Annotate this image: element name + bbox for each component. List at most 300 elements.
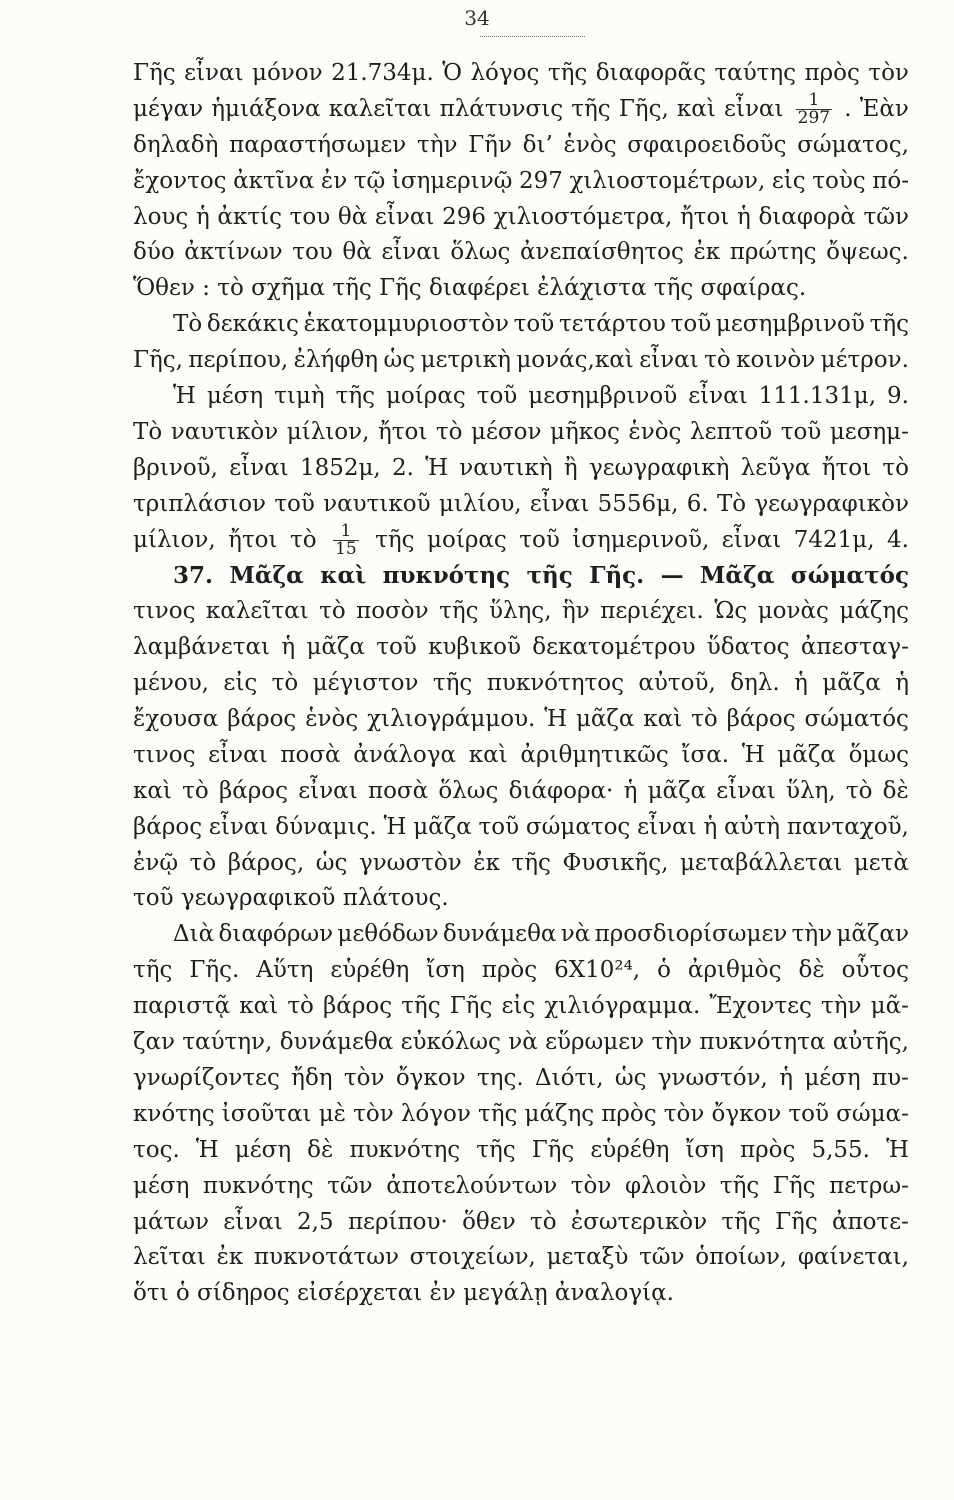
word: ὁποίων, <box>695 1244 788 1271</box>
fraction-numerator: 1 <box>796 92 832 110</box>
word: ὕλης, <box>488 598 552 625</box>
word: Διότι, <box>534 1064 604 1091</box>
word: διαφορὰ <box>758 203 856 230</box>
word: καὶ <box>676 95 716 122</box>
word: μέσον <box>471 418 542 445</box>
word: δηλαδὴ <box>133 131 219 158</box>
word: ἤτοι <box>679 203 730 230</box>
word: σώματος <box>525 813 631 840</box>
word: τῆς <box>511 849 551 876</box>
text-line <box>133 523 909 559</box>
body-text <box>133 56 909 1312</box>
word: καὶ <box>320 562 367 590</box>
word: ἐνῷ <box>133 849 179 876</box>
word: εἰς <box>771 167 806 194</box>
word: ἤτοι <box>821 454 872 481</box>
word: νὰ <box>560 921 591 948</box>
word: μεταξὺ <box>546 1244 629 1271</box>
word: 5,55. <box>811 1136 870 1163</box>
word: πυκνότητα <box>699 1029 826 1056</box>
word: ὅθεν <box>462 1208 516 1235</box>
word: μεταβάλλεται <box>679 849 843 876</box>
word: ἑνὸς <box>305 706 359 733</box>
word: τὸ <box>290 526 317 553</box>
word: ἡ <box>779 1064 793 1091</box>
word: μᾶζαν <box>836 921 909 948</box>
word: εἶναι <box>529 490 590 517</box>
word: της. <box>476 1064 524 1091</box>
word: μεσημ- <box>829 418 909 445</box>
word: ἴση <box>685 1136 724 1163</box>
word: προσδιορίσωμεν <box>594 921 788 948</box>
word: λους <box>133 203 189 230</box>
word: Ἡ <box>195 1136 219 1163</box>
word: ὡς <box>383 347 416 374</box>
word: ἀκτῖνα <box>233 167 315 194</box>
word: τὸν <box>353 1100 394 1127</box>
word: μάτων <box>133 1208 209 1235</box>
word: μέση <box>804 1064 861 1091</box>
word: ἀνάλογα <box>353 741 457 768</box>
word: ὡς <box>315 849 348 876</box>
word: εἶναι <box>184 60 244 86</box>
word: πρὸς <box>481 957 538 984</box>
word: Ἡ <box>425 454 449 481</box>
word: εὑρέθη <box>590 1136 670 1163</box>
word: πανταχοῦ, <box>786 813 909 840</box>
word: εἶναι <box>374 203 435 230</box>
text-line <box>133 1061 909 1097</box>
word: τὴν <box>791 921 833 948</box>
word: ἣν <box>561 598 590 625</box>
word: φαίνεται, <box>797 1244 909 1271</box>
word: τὸ <box>319 598 346 625</box>
word: Τὸ <box>173 311 203 338</box>
word: εἶναι <box>208 813 269 840</box>
word: τοῦ <box>519 526 560 553</box>
word: ἢ <box>563 454 578 481</box>
word: τὸ <box>704 347 731 374</box>
word: ὅλως <box>450 239 511 266</box>
word: 2,5 <box>297 1208 334 1235</box>
word: χιλιογράμμου. <box>367 706 536 733</box>
text-line <box>133 774 909 810</box>
word: Γῆς <box>449 993 493 1020</box>
word: Γῆς, <box>618 95 669 122</box>
word: ποσὰ <box>367 777 429 804</box>
word: βάρος <box>726 706 796 733</box>
word: Ὡς <box>714 598 748 625</box>
text-line <box>133 1205 909 1241</box>
text-line <box>133 487 909 523</box>
word: γεωγραφικὸν <box>754 490 909 517</box>
word: αὐτοῦ, <box>638 670 716 697</box>
fraction <box>796 92 832 128</box>
text-line <box>133 1097 909 1133</box>
word: εἶναι <box>229 454 289 481</box>
word: εὑρέθη <box>330 957 410 984</box>
word: τοῦ <box>780 418 822 445</box>
word: τῆς <box>401 993 441 1020</box>
text-line <box>133 56 909 92</box>
word: αὐτὴ <box>724 813 781 840</box>
word: ἡ <box>895 670 909 697</box>
word: στοιχείων, <box>409 1244 536 1271</box>
word: ἡ <box>736 203 751 230</box>
word: μίλιον, <box>133 526 216 553</box>
word: Φυσικῆς, <box>562 849 669 876</box>
word: μονάς,καὶ <box>516 347 634 374</box>
text-line <box>133 738 909 774</box>
word: τὸν <box>663 1100 705 1127</box>
word: λαμβάνεται <box>133 634 271 661</box>
word: μῆκος <box>550 418 620 445</box>
word: πετρω- <box>829 1172 909 1199</box>
text-line <box>133 881 909 917</box>
word: δεκάκις <box>206 311 299 338</box>
word: Γῆς <box>531 1136 575 1163</box>
word: 6. <box>686 490 709 517</box>
word: τῶν <box>863 203 909 230</box>
word: ἴσα. <box>681 741 730 768</box>
word: μέση <box>133 1172 190 1199</box>
word: μέγιστον <box>312 670 419 697</box>
word: Μᾶζα <box>699 562 775 590</box>
word: ναυτικοῦ <box>323 490 431 517</box>
line-text: τοῦ γεωγραφικοῦ πλάτους. <box>133 885 449 912</box>
text-line <box>133 271 909 307</box>
word: διάφορα· <box>508 777 614 804</box>
word: σώμα- <box>836 1100 909 1127</box>
word: ἐσωτερικὸν <box>570 1208 708 1235</box>
word: λεπτοῦ <box>690 418 773 445</box>
text-line <box>133 810 909 846</box>
word: μᾶζα <box>647 777 707 804</box>
word: τὸ <box>845 777 873 804</box>
word: βάρος <box>323 993 393 1020</box>
word: 2. <box>391 454 414 481</box>
word: ζαν <box>133 1029 175 1056</box>
word: εὕρωμεν <box>545 1029 645 1056</box>
word: λόγον <box>400 1100 471 1127</box>
word: μιλίου, <box>438 490 522 517</box>
word: 7421μ, <box>793 526 875 553</box>
line-text: ὅτι ὁ σίδηρος εἰσέρχεται ἐν μεγάλῃ ἀναλογίᾳ. <box>133 1280 674 1307</box>
word: μετὰ <box>853 849 909 876</box>
text-line <box>133 953 909 989</box>
word: ἤτοι <box>228 526 278 553</box>
word: Ἡ <box>383 813 407 840</box>
word: Ἔχοντες <box>709 993 812 1020</box>
word: Γῆς <box>772 1172 816 1199</box>
word: μοίρας <box>385 383 466 410</box>
word: ὅμως <box>848 741 909 768</box>
word: Αὕτη <box>256 957 314 984</box>
word: βάρος <box>133 813 203 840</box>
word: Ἡ <box>173 383 196 410</box>
word: 21.734μ. <box>331 60 434 86</box>
word: δύναμις. <box>275 813 377 840</box>
word: δι’ <box>522 131 553 158</box>
word: τὴν <box>651 1029 692 1056</box>
word: πυκνότης <box>382 562 511 590</box>
word: ἰσημερινοῦ, <box>572 526 710 553</box>
word: καὶ <box>468 741 508 768</box>
word: λεῦγα <box>740 454 811 481</box>
text-line <box>133 1276 909 1312</box>
word: πό- <box>872 167 909 194</box>
word: τῷ <box>353 167 386 194</box>
word: εἶναι <box>639 347 699 374</box>
word: εἶναι <box>208 741 268 768</box>
word: μεθόδων <box>337 921 439 948</box>
word: Ἡ <box>741 741 765 768</box>
word: 1852μ, <box>299 454 381 481</box>
word: ταύτην, <box>182 1029 273 1056</box>
word: παραστήσωμεν <box>229 131 407 158</box>
word: Ἡ <box>544 706 568 733</box>
word: τοῦ <box>513 311 555 338</box>
word: διαφόρων <box>218 921 334 948</box>
word: βάρος <box>218 777 289 804</box>
word: Γῆν <box>468 131 512 158</box>
word: καὶ <box>643 706 683 733</box>
text-line <box>133 630 909 666</box>
word: — <box>660 562 684 590</box>
word: ἤδη <box>291 1064 333 1091</box>
word: γνωστὸν <box>358 849 462 876</box>
word: ἔχοντος <box>133 167 227 194</box>
word: 37. <box>173 562 214 590</box>
word: ἑκατομμυριοστὸν <box>303 311 509 338</box>
word: τὴν <box>417 131 458 158</box>
word: ναυτικὸν <box>170 418 279 445</box>
word: ἔχουσα <box>133 706 219 733</box>
word: 9. <box>887 383 909 410</box>
fraction-numerator: 1 <box>333 523 359 541</box>
word: εἶναι <box>223 1208 283 1235</box>
word: Ἐὰν <box>859 95 909 122</box>
word: ποσὰ <box>280 741 341 768</box>
word: τὸν <box>868 60 909 86</box>
word: δὲ <box>882 777 909 804</box>
word: τοῦ <box>376 634 417 661</box>
word: του <box>292 239 333 266</box>
word: τινος <box>133 598 196 625</box>
word: τῶν <box>327 1172 373 1199</box>
word: τῆς <box>335 383 375 410</box>
word: χιλιοστόμετρα, <box>493 203 673 230</box>
word: 297 <box>519 167 563 194</box>
word: τετάρτου <box>558 311 666 338</box>
word: μέση <box>234 1136 292 1163</box>
text-line <box>133 1025 909 1061</box>
word: 5556μ, <box>597 490 679 517</box>
word: χιλιόγραμμα. <box>544 993 701 1020</box>
text-line <box>133 702 909 738</box>
word: νὰ <box>508 1029 538 1056</box>
word: Γῆς <box>775 1208 818 1235</box>
word: πρώτης <box>729 239 817 266</box>
word: πυκνότης <box>349 1136 461 1163</box>
word: εἶναι <box>721 526 782 553</box>
word: μᾶζα <box>575 706 635 733</box>
word: πυκνότητος <box>486 670 624 697</box>
word: εἰς <box>501 993 536 1020</box>
word: τῆς <box>432 670 473 697</box>
header-rule <box>480 36 585 37</box>
word: θὰ <box>337 203 368 230</box>
word: τῆς <box>571 95 611 122</box>
word: εἰς <box>223 670 258 697</box>
word: ἀριθμητικῶς <box>520 741 669 768</box>
word: τῆς <box>526 562 573 590</box>
word: τῆς <box>547 60 588 86</box>
word: ἐν <box>320 167 348 194</box>
fraction <box>333 523 359 559</box>
word: ἀκτίς <box>217 203 282 230</box>
word: ἀκτίνων <box>184 239 283 266</box>
word: ὄγκον <box>395 1064 466 1091</box>
word: τοῦ <box>476 383 518 410</box>
word: τοὺς <box>812 167 866 194</box>
word: τριπλάσιον <box>133 490 267 517</box>
word: του <box>289 203 331 230</box>
word: τος. <box>133 1136 180 1163</box>
word: ἑνὸς <box>628 418 682 445</box>
word: μὲ <box>318 1100 346 1127</box>
word: τοῦ <box>788 1100 829 1127</box>
word: Γῆς <box>133 60 176 86</box>
word: εὐκόλως <box>400 1029 501 1056</box>
word: μάζης <box>524 1100 595 1127</box>
text-line <box>133 307 909 343</box>
word: μονὰς <box>757 598 829 625</box>
word: πρὸς <box>601 1100 657 1127</box>
word: Μᾶζα <box>229 562 304 590</box>
word: ἡ <box>623 777 638 804</box>
word: ἐλήφθη <box>293 347 379 374</box>
text-line <box>133 917 909 953</box>
word: καὶ <box>239 993 279 1020</box>
word: δὲ <box>798 957 825 984</box>
word: τιμὴ <box>274 383 325 410</box>
word: τινος <box>133 741 196 768</box>
word: πυκνοτάτων <box>253 1244 399 1271</box>
word: μᾶζα <box>777 741 836 768</box>
word: δύο <box>133 239 175 266</box>
word: μένου, <box>133 670 209 697</box>
word: ὕδατος <box>706 634 790 661</box>
text-line <box>133 235 909 271</box>
word: μίλιον, <box>286 418 370 445</box>
page-number: 34 <box>464 6 490 30</box>
word: Ἡ <box>886 1136 909 1163</box>
word: μᾶζα <box>822 670 881 697</box>
word: περίπου, <box>188 347 289 374</box>
word: μετρικὴ <box>420 347 511 374</box>
word: ἰσοῦται <box>221 1100 312 1127</box>
word: μέγαν <box>133 95 204 122</box>
word: Διὰ <box>173 921 215 948</box>
word: κυβικοῦ <box>428 634 521 661</box>
word: ἴση <box>426 957 465 984</box>
word: δὲ <box>307 1136 334 1163</box>
word: δεκατομέτρου <box>532 634 696 661</box>
fraction-denominator: 297 <box>797 107 831 128</box>
word: εἶναι <box>298 777 358 804</box>
word: τὴν <box>821 993 862 1020</box>
word: ἐκ <box>693 239 721 266</box>
word: Γῆς, <box>133 347 183 374</box>
word: ἀποτελούντων <box>386 1172 558 1199</box>
word: μόνον <box>252 60 323 86</box>
word: ὅλως <box>438 777 499 804</box>
word: τὸ <box>529 1208 557 1235</box>
word: πλάτυνσις <box>439 95 564 122</box>
word: ὡς <box>614 1064 647 1091</box>
word: φλοιὸν <box>624 1172 707 1199</box>
word: τὸ <box>435 418 463 445</box>
word: εἶναι <box>688 383 748 410</box>
word: ἀποτε- <box>832 1208 909 1235</box>
word: τῆς <box>439 598 479 625</box>
word: ἡ <box>195 203 210 230</box>
word: τοῦ <box>274 490 315 517</box>
text-line <box>133 1240 909 1276</box>
word: Γῆς. <box>189 957 240 984</box>
word: πυκνότης <box>202 1172 314 1199</box>
word: ἡμιάξονα <box>211 95 321 122</box>
word: πρὸς <box>804 60 860 86</box>
word: κοινὸν <box>736 347 816 374</box>
word: σώματός <box>804 706 909 733</box>
word: ἀνεπαίσθητος <box>520 239 684 266</box>
word: τῆς <box>476 1136 516 1163</box>
line-text: Ὅθεν : τὸ σχῆμα τῆς Γῆς διαφέρει ἐλάχιστα τῆς σφαίρας. <box>133 275 807 302</box>
word: ἀπεσταγ- <box>800 634 909 661</box>
word: ποσὸν <box>356 598 429 625</box>
word: 111.131μ, <box>758 383 877 410</box>
word: 296 <box>442 203 486 230</box>
word: ἑνὸς <box>563 131 617 158</box>
text-line <box>133 379 909 415</box>
word: εἶναι <box>724 95 784 122</box>
word: λεῖται <box>133 1244 206 1271</box>
word: μέτρον. <box>820 347 909 374</box>
word: διαφορᾶς <box>595 60 706 86</box>
word: ὕλη, <box>785 777 836 804</box>
word: δηλ. <box>730 670 780 697</box>
word: τὸ <box>882 454 909 481</box>
fraction-denominator: 15 <box>335 538 357 559</box>
text-line <box>133 989 909 1025</box>
word: ὄγκον <box>711 1100 782 1127</box>
word: εἶναι <box>716 777 776 804</box>
text-line <box>133 846 909 882</box>
word: τὸ <box>189 849 217 876</box>
word: τοῦ <box>670 311 712 338</box>
word: καλεῖται <box>328 95 432 122</box>
word: ναυτικὴ <box>459 454 553 481</box>
word: Τὸ <box>716 490 747 517</box>
word: μοίρας <box>427 526 507 553</box>
text-line <box>133 451 909 487</box>
word: βρινοῦ, <box>133 454 218 481</box>
word: παριστᾷ <box>133 993 231 1020</box>
word: μεσημβρινοῦ <box>715 311 865 338</box>
word: τὸ <box>287 993 314 1020</box>
